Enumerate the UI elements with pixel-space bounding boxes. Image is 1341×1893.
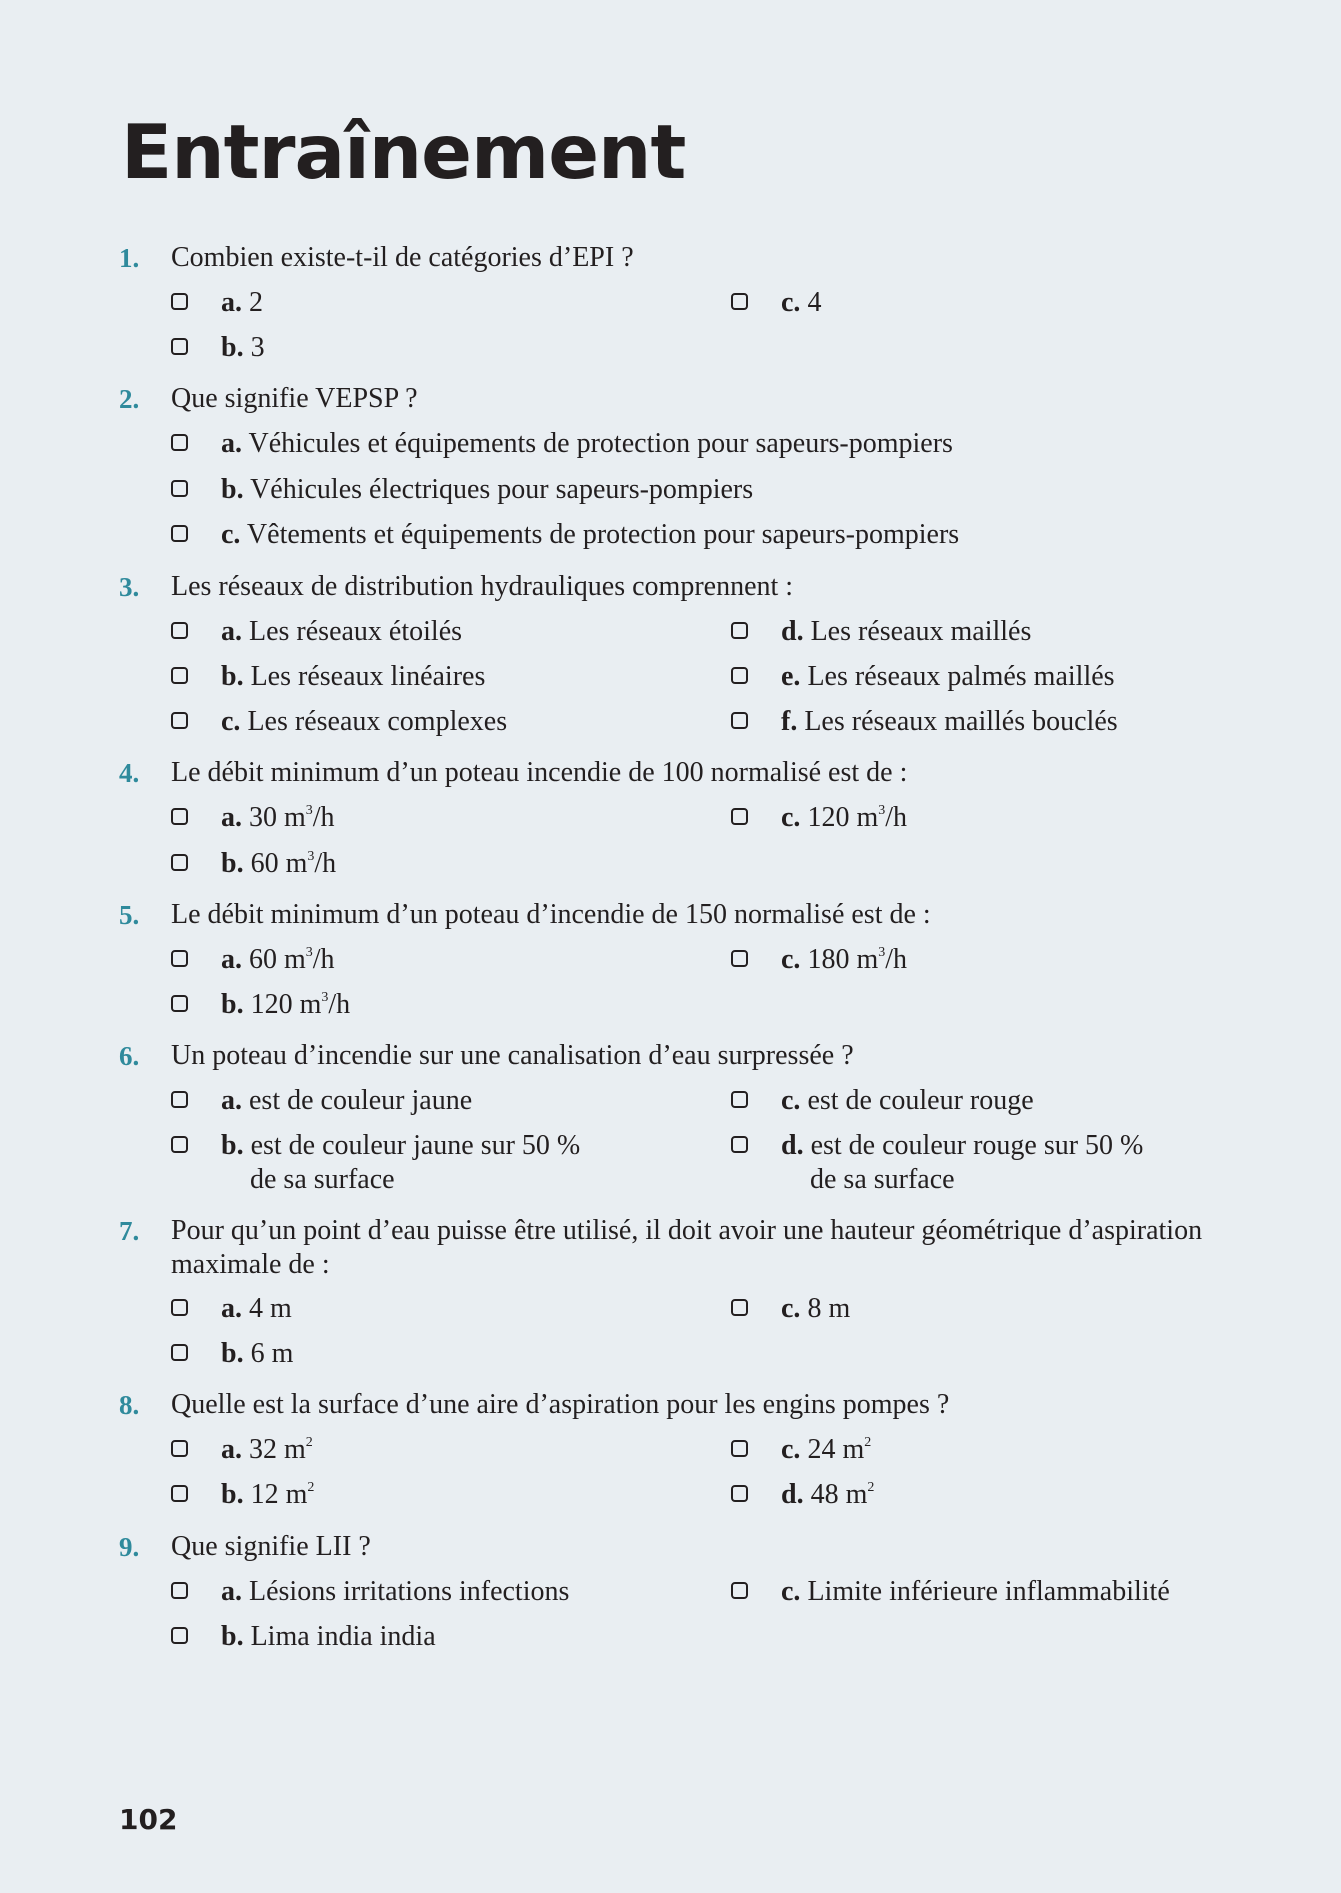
checkbox[interactable] (171, 667, 188, 684)
checkbox[interactable] (731, 712, 748, 729)
checkbox[interactable] (731, 1440, 748, 1457)
page-number: 102 (119, 1803, 178, 1836)
checkbox[interactable] (171, 525, 188, 542)
question-text: Que signifie LII ? (171, 1531, 371, 1562)
checkbox[interactable] (731, 1091, 748, 1108)
question-number: 5. (119, 900, 140, 930)
question-text: Les réseaux de distribution hydrauliques comprennent : (171, 571, 794, 602)
checkbox[interactable] (731, 1582, 748, 1599)
checkbox[interactable] (171, 1485, 188, 1502)
question-number: 4. (119, 758, 140, 788)
checkbox[interactable] (171, 1136, 188, 1153)
question-number: 8. (119, 1390, 140, 1420)
checkbox[interactable] (171, 434, 188, 451)
checkbox[interactable] (171, 1582, 188, 1599)
checkbox[interactable] (171, 712, 188, 729)
checkbox[interactable] (171, 808, 188, 825)
question-text: Que signifie VEPSP ? (171, 383, 418, 414)
question-text: Quelle est la surface d’une aire d’aspiration pour les engins pompes ? (171, 1389, 950, 1420)
checkbox[interactable] (731, 808, 748, 825)
checkbox[interactable] (171, 1440, 188, 1457)
checkbox[interactable] (171, 1627, 188, 1644)
checkbox[interactable] (171, 995, 188, 1012)
checkbox[interactable] (171, 338, 188, 355)
question-text: Un poteau d’incendie sur une canalisation d’eau surpressée ? (171, 1040, 854, 1071)
question-text: Le débit minimum d’un poteau incendie de 100 normalisé est de : (171, 757, 908, 788)
checkbox[interactable] (171, 480, 188, 497)
checkbox[interactable] (731, 293, 748, 310)
checkbox[interactable] (171, 950, 188, 967)
checkbox[interactable] (731, 1485, 748, 1502)
question-text: Combien existe-t-il de catégories d’EPI ? (171, 242, 634, 273)
checkbox[interactable] (171, 622, 188, 639)
checkbox[interactable] (171, 854, 188, 871)
checkbox[interactable] (731, 950, 748, 967)
checkbox[interactable] (731, 622, 748, 639)
question-text: Pour qu’un point d’eau puisse être utilisé, il doit avoir une hauteur géométrique d’aspiration maximale de : (171, 1215, 1203, 1280)
checkbox[interactable] (171, 1344, 188, 1361)
question-number: 1. (119, 243, 140, 273)
question-number: 6. (119, 1041, 140, 1071)
question-number: 9. (119, 1532, 140, 1562)
question-number: 7. (119, 1216, 140, 1246)
checkbox[interactable] (731, 667, 748, 684)
checkbox[interactable] (731, 1299, 748, 1316)
checkbox[interactable] (171, 1299, 188, 1316)
question-number: 3. (119, 572, 140, 602)
checkbox[interactable] (731, 1136, 748, 1153)
checkbox[interactable] (171, 1091, 188, 1108)
checkbox[interactable] (171, 293, 188, 310)
page-title: Entraînement (121, 108, 686, 196)
question-number: 2. (119, 384, 140, 414)
question-text: Le débit minimum d’un poteau d’incendie de 150 normalisé est de : (171, 899, 931, 930)
